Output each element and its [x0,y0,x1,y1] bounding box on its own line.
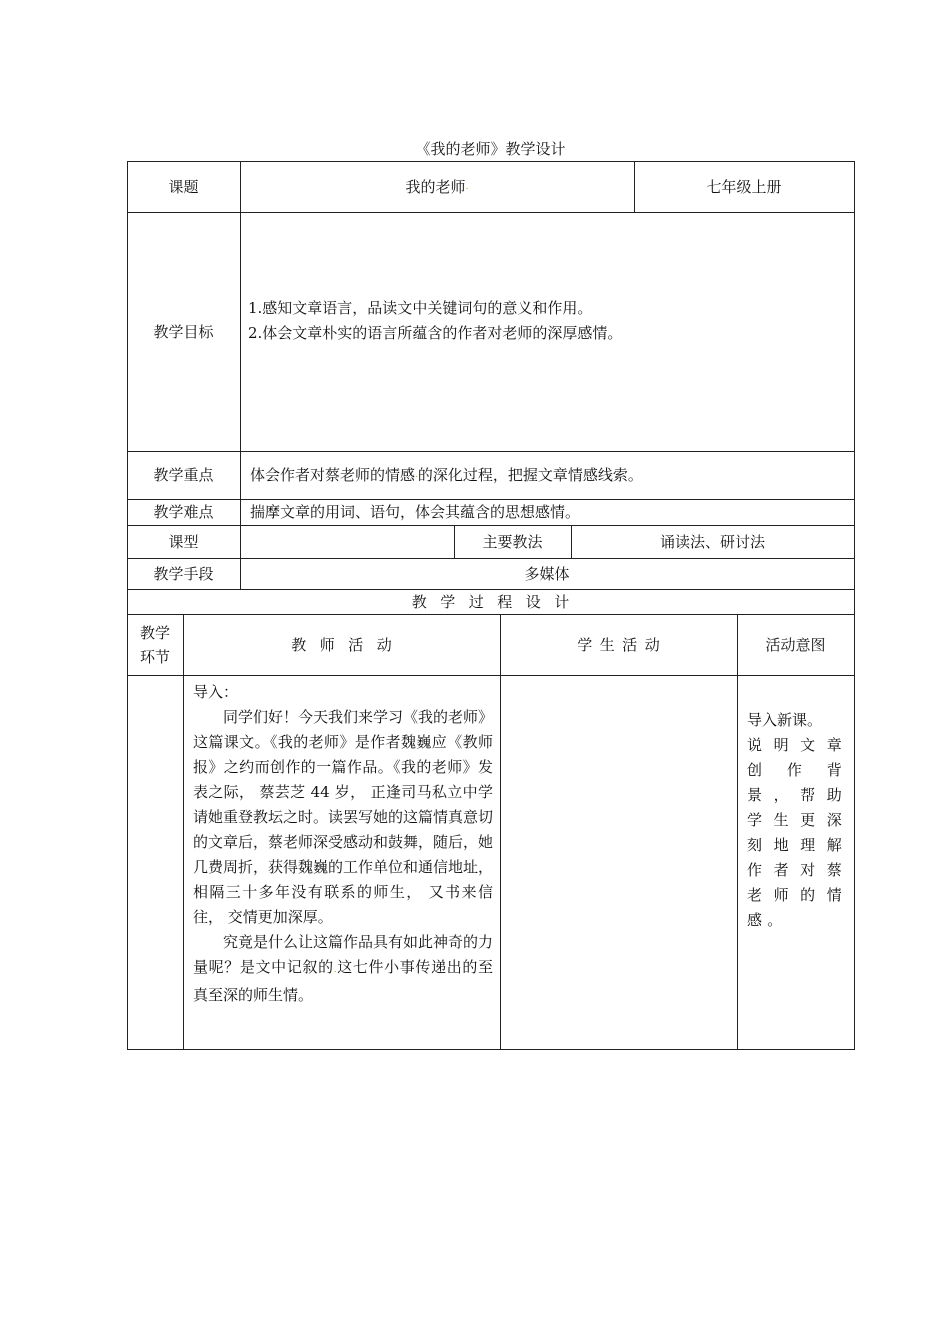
marker-dot: . [465,181,469,192]
goal-item: 2.体会文章朴实的语言所蕴含的作者对老师的深厚感情。 [248,324,623,342]
teacher-para2-a: 究竟是什么让这篇作品具有如此神奇的力量呢？是文中记叙的 [193,933,494,976]
table-rule [183,614,184,1050]
goals-label: 教学目标 [153,322,214,341]
method-label: 主要教法 [482,532,543,551]
table-rule [127,1049,855,1050]
intent-body: 说明文章创作背景，帮助学生更深刻地理解作者对蔡老师的情感。 [747,736,847,929]
intro-label: 导入： [193,683,239,701]
table-rule [127,675,855,676]
difficulty-label: 教学难点 [153,503,214,521]
table-rule [854,161,855,1050]
means-value: 多媒体 [524,564,570,583]
marker-dot: . [333,965,337,975]
teacher-para2-b: 这七件小事传递出的至真至深的师生情。 [193,958,493,1004]
topic-value-text: 我的老师 [405,177,466,196]
key-point-label: 教学重点 [153,466,214,484]
stage-cell [127,675,183,1049]
teacher-paragraph [193,930,493,1008]
student-activity-header: 学生活动 [577,635,668,654]
goal-item: 1.感知文章语言，品读文中关键词句的意义和作用。 [248,299,593,317]
method-value: 诵读法、研讨法 [659,532,765,551]
table-rule [737,614,738,1050]
topic-label: 课题 [168,177,199,196]
grade-value: 七年级上册 [706,177,782,196]
difficulty-text: 揣摩文章的用词、语句，体会其蕴含的思想感情。 [250,503,581,521]
student-activity-cell [500,675,737,1049]
process-title: 教学过程设计 [411,592,583,611]
stage-header-line1: 教学 [139,623,170,642]
intent-header: 活动意图 [765,635,826,654]
teacher-paragraph: 同学们好！今天我们来学习《我的老师》这篇课文。《我的老师》是作者魏巍应《教师报》之约而创作的一篇作品。《我的老师》发表之际， 蔡芸芝 44 岁， 正逢司马私立中学请她重登教坛之时。读罢写她的这篇情真意切的文章后，蔡老师深受感动和鼓舞，随后，她几费周折，获得魏巍的工作单位和通信地址，相隔三十多年没有联系的师生， 又书来信往， 交情更加深厚。 [193,708,494,926]
means-label: 教学手段 [153,564,214,583]
marker-dot: . [415,470,418,480]
key-point-text-a: 体会作者对蔡老师的情感 [250,466,416,484]
teacher-activity-header: 教师活动 [291,635,406,654]
topic-value [240,161,634,212]
intent-text [747,708,847,933]
stage-header-line2: 环节 [139,647,170,666]
lesson-type-value [240,525,454,558]
key-point-text-b: 的深化过程，把握文章情感线索。 [417,466,643,484]
intent-line: 导入新课。 [747,711,823,729]
goals-list [248,296,838,346]
document-title: 《我的老师》教学设计 [415,140,566,158]
key-point-text [240,451,854,499]
stage-header [127,614,183,675]
lesson-type-label: 课型 [168,532,199,551]
teacher-activity-text [193,680,493,1008]
